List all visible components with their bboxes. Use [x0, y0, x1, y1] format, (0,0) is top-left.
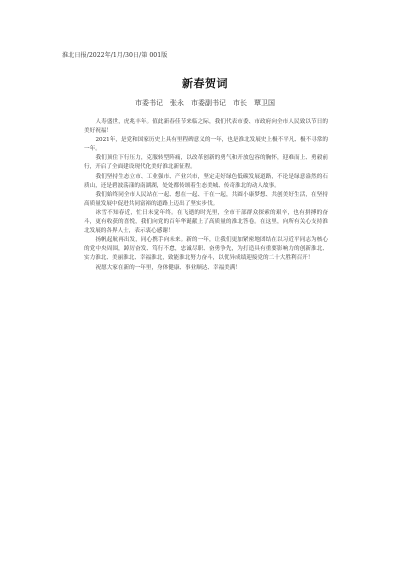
paragraph: 2021年，是党和国家历史上具有里程碑意义的一年，也是淮北发展史上极不平凡、极不寻常的一年。 — [84, 137, 328, 153]
article-byline: 市委书记 张永 市委副书记 市长 覃卫国 — [135, 99, 275, 107]
article-title: 新春贺词 — [182, 77, 228, 90]
paragraph: 我们坚持生态立市、工业强市、产业兴市，坚定走好绿色低碳发展道路，不论是绿意盎然的石质山，还是碧波荡漾的南湖湖，处处都传颂着生态美城、传奇淮北的动人故事。 — [84, 173, 328, 189]
paragraph: 祝愿大家在新的一年里，身体健康、事业顺达、幸福美满！ — [95, 264, 241, 271]
paragraph: 人寿盛世，虎兆丰年。值此新春佳节来临之际，我们代表市委、市政府向全市人民致以节日的美好祝福！ — [84, 119, 328, 135]
paragraph: 我们始终同全市人民站在一起、想在一起、干在一起，共圆小康梦想、共创美好生活，在坚持高质量发展中促进共同富裕的道路上迈出了坚实步伐。 — [84, 191, 328, 207]
paragraph: 我们顶住下行压力，克服转型阵痛，以改革创新的勇气和开放包容的胸怀，迎难而上、勇毅前行，开启了全面建设现代化美好淮北新征程。 — [84, 155, 328, 171]
article-body — [84, 118, 328, 273]
paragraph: 冰雪不知春近，忙日未觉年终。在飞逝的时光里，全市干部群众探索的艰辛，也有拼搏的奋斗，更有收获的喜悦，我们向党的百年华诞献上了高质量的淮北答卷。在这里，向所有关心支持淮北发展的各界人士，表示衷心感谢！ — [84, 209, 328, 235]
paragraph: 扬帆起航再出发，同心携手向未来。新的一年，让我们更加紧密地团结在以习近平同志为核心的党中央周围，踔厉奋发、笃行不怠，忠诚尽职、奋勇争先，为打造具有重要影响力的创新淮北、实力淮北、美丽淮北、幸福淮北，致能淮北努力奋斗，以优异成绩迎接党的二十大胜利召开！ — [84, 237, 328, 262]
source-line: 淮北日报/2022年/1月/30日/第 001版 — [62, 52, 168, 59]
